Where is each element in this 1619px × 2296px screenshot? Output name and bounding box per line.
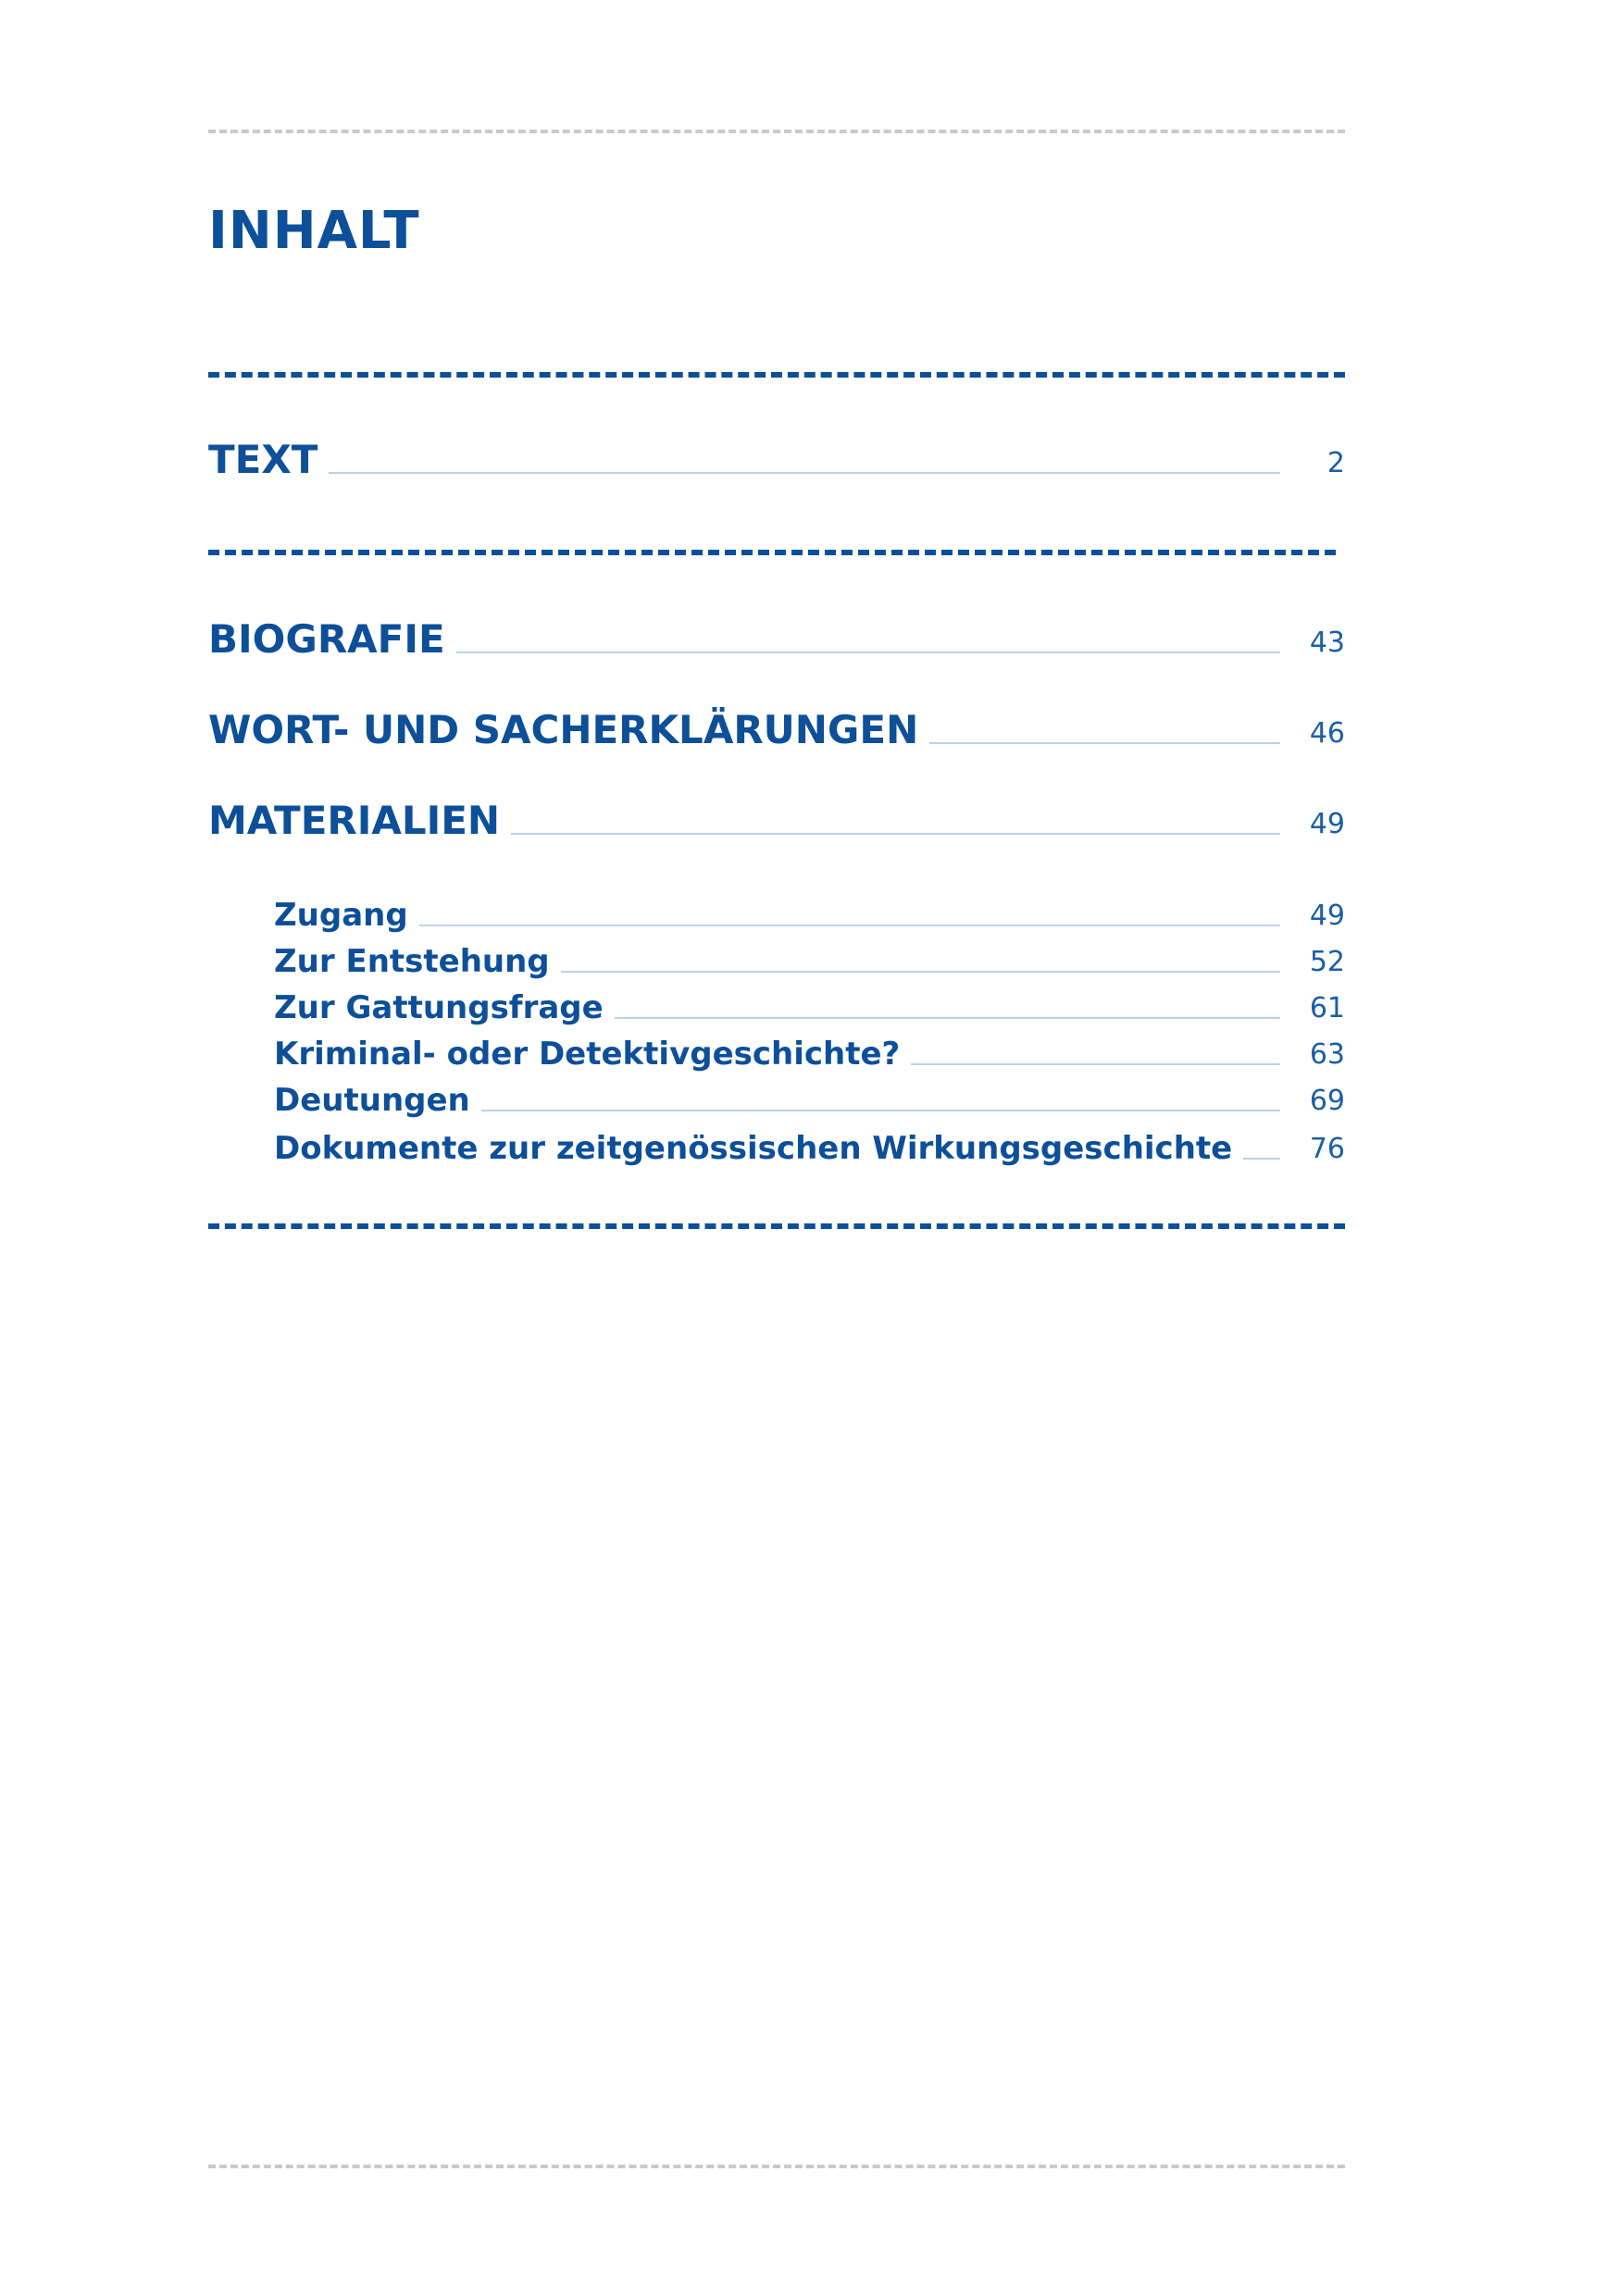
toc-entry-label: BIOGRAFIE xyxy=(208,616,445,662)
leader-line xyxy=(1243,1158,1280,1160)
toc-entry-label: Dokumente zur zeitgenössischen Wirkungsgeschichte xyxy=(274,1130,1233,1167)
toc-entry-label: Kriminal- oder Detektivgeschichte? xyxy=(274,1036,901,1073)
toc-entry-label: WORT- UND SACHERKLÄRUNGEN xyxy=(208,707,919,752)
section-divider xyxy=(208,550,1336,555)
toc-entry-label: Zur Entstehung xyxy=(274,943,550,980)
toc-entry-biografie[interactable] xyxy=(208,616,1345,663)
page-title: INHALT xyxy=(208,201,420,261)
toc-page-number: 76 xyxy=(1309,1133,1345,1165)
leader-line xyxy=(511,833,1280,835)
toc-entry-wort-und-sacherklaerungen[interactable] xyxy=(208,707,1345,753)
toc-page-number: 61 xyxy=(1309,992,1345,1024)
toc-entry-label: Zugang xyxy=(274,897,408,934)
toc-subentry[interactable] xyxy=(274,1129,1345,1168)
toc-entry-label: MATERIALIEN xyxy=(208,798,501,843)
toc-page-number: 49 xyxy=(1309,808,1345,840)
toc-page-number: 69 xyxy=(1309,1085,1345,1117)
section-divider xyxy=(208,1223,1345,1229)
toc-page-number: 52 xyxy=(1309,946,1345,978)
toc-subentry[interactable] xyxy=(274,1035,1345,1074)
toc-entry-label: Deutungen xyxy=(274,1082,470,1119)
toc-subentry[interactable] xyxy=(274,942,1345,981)
toc-page-number: 43 xyxy=(1309,627,1345,659)
leader-line xyxy=(419,925,1280,926)
toc-entry-label: TEXT xyxy=(208,437,318,482)
leader-line xyxy=(481,1110,1280,1111)
toc-page-number: 46 xyxy=(1309,717,1345,750)
leader-line xyxy=(929,742,1280,744)
leader-line xyxy=(911,1063,1280,1065)
leader-line xyxy=(456,652,1280,653)
toc-page-number: 63 xyxy=(1309,1038,1345,1071)
toc-subentry[interactable] xyxy=(274,1081,1345,1120)
toc-page-number: 2 xyxy=(1326,447,1345,479)
toc-page-number: 49 xyxy=(1309,900,1345,932)
toc-subentry[interactable] xyxy=(274,988,1345,1027)
leader-line xyxy=(561,971,1280,973)
leader-line xyxy=(615,1017,1280,1019)
top-divider xyxy=(208,130,1345,133)
toc-subentry[interactable] xyxy=(274,896,1345,935)
bottom-divider xyxy=(208,2165,1345,2168)
leader-line xyxy=(329,472,1280,474)
section-divider xyxy=(208,372,1345,378)
toc-entry-text[interactable] xyxy=(208,437,1345,483)
toc-entry-materialien[interactable] xyxy=(208,798,1345,844)
toc-entry-label: Zur Gattungsfrage xyxy=(274,989,604,1026)
